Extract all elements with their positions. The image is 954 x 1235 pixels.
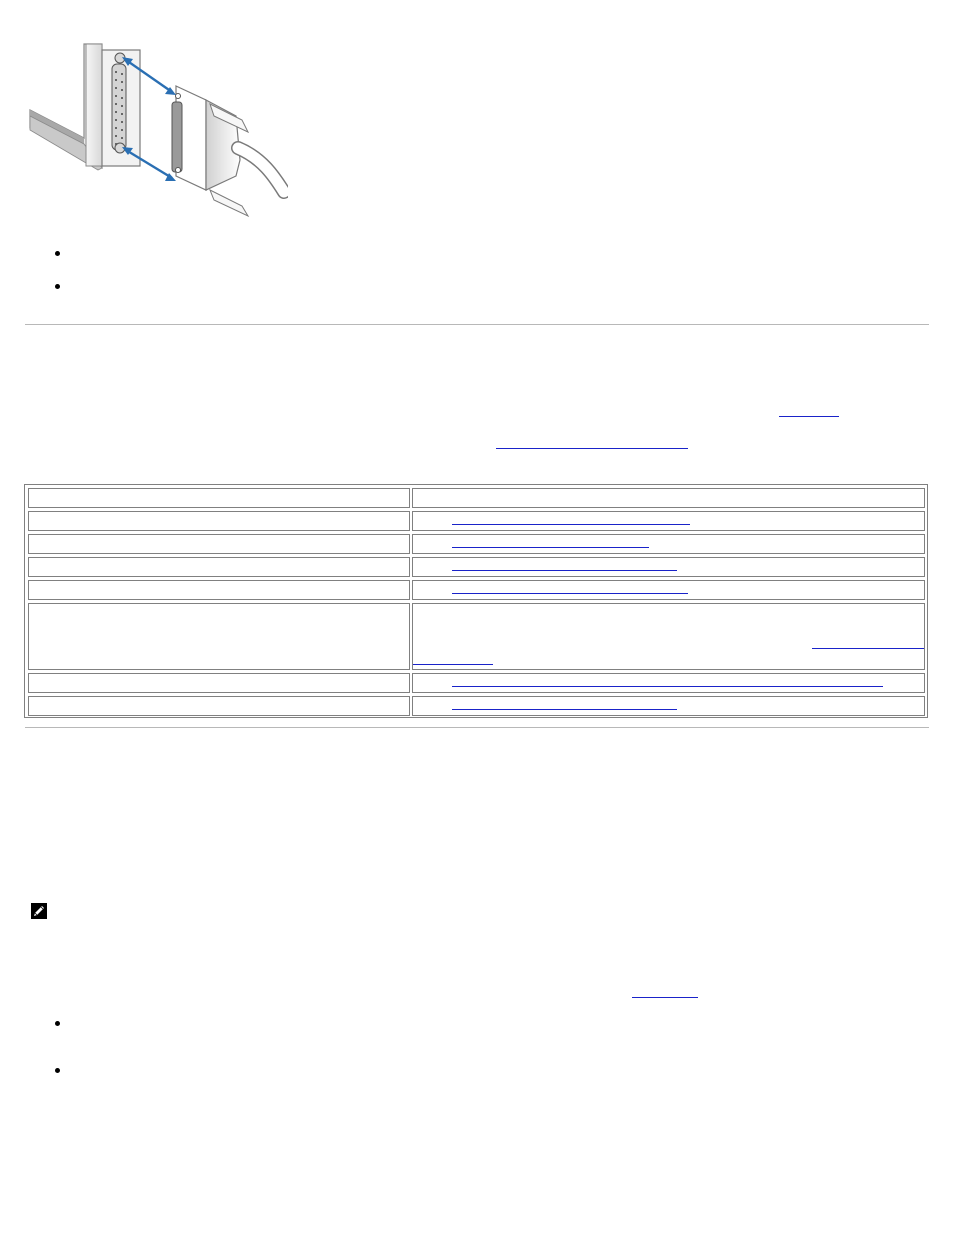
table-cell	[412, 603, 925, 670]
table-cell	[28, 603, 410, 670]
table-link[interactable]	[452, 570, 677, 571]
table-link[interactable]	[452, 709, 677, 710]
list-bullet	[55, 284, 60, 289]
inline-link[interactable]	[496, 448, 688, 449]
table-link[interactable]	[812, 648, 924, 649]
inline-link[interactable]	[632, 997, 698, 998]
table-cell	[28, 673, 410, 693]
pencil-note-icon	[31, 903, 47, 919]
table-cell	[28, 696, 410, 716]
table-cell	[412, 580, 925, 600]
table-link[interactable]	[452, 547, 649, 548]
table-cell	[28, 534, 410, 554]
table-link[interactable]	[452, 593, 688, 594]
list-bullet	[55, 1021, 60, 1026]
inline-link[interactable]	[779, 416, 839, 417]
table-cell	[28, 557, 410, 577]
table-cell	[28, 511, 410, 531]
table-cell	[412, 696, 925, 716]
list-bullet	[55, 251, 60, 256]
table-cell	[412, 511, 925, 531]
list-bullet	[55, 1068, 60, 1073]
table-cell	[412, 534, 925, 554]
table-cell	[412, 673, 925, 693]
section-divider	[25, 727, 929, 728]
table-link[interactable]	[452, 524, 690, 525]
table-link[interactable]	[413, 664, 493, 665]
table-cell	[412, 557, 925, 577]
section-divider	[25, 324, 929, 325]
table-cell	[28, 580, 410, 600]
table-cell	[28, 488, 410, 508]
reference-table	[24, 484, 928, 718]
connector-illustration	[26, 40, 288, 218]
table-link[interactable]	[452, 686, 883, 687]
table-cell	[412, 488, 925, 508]
